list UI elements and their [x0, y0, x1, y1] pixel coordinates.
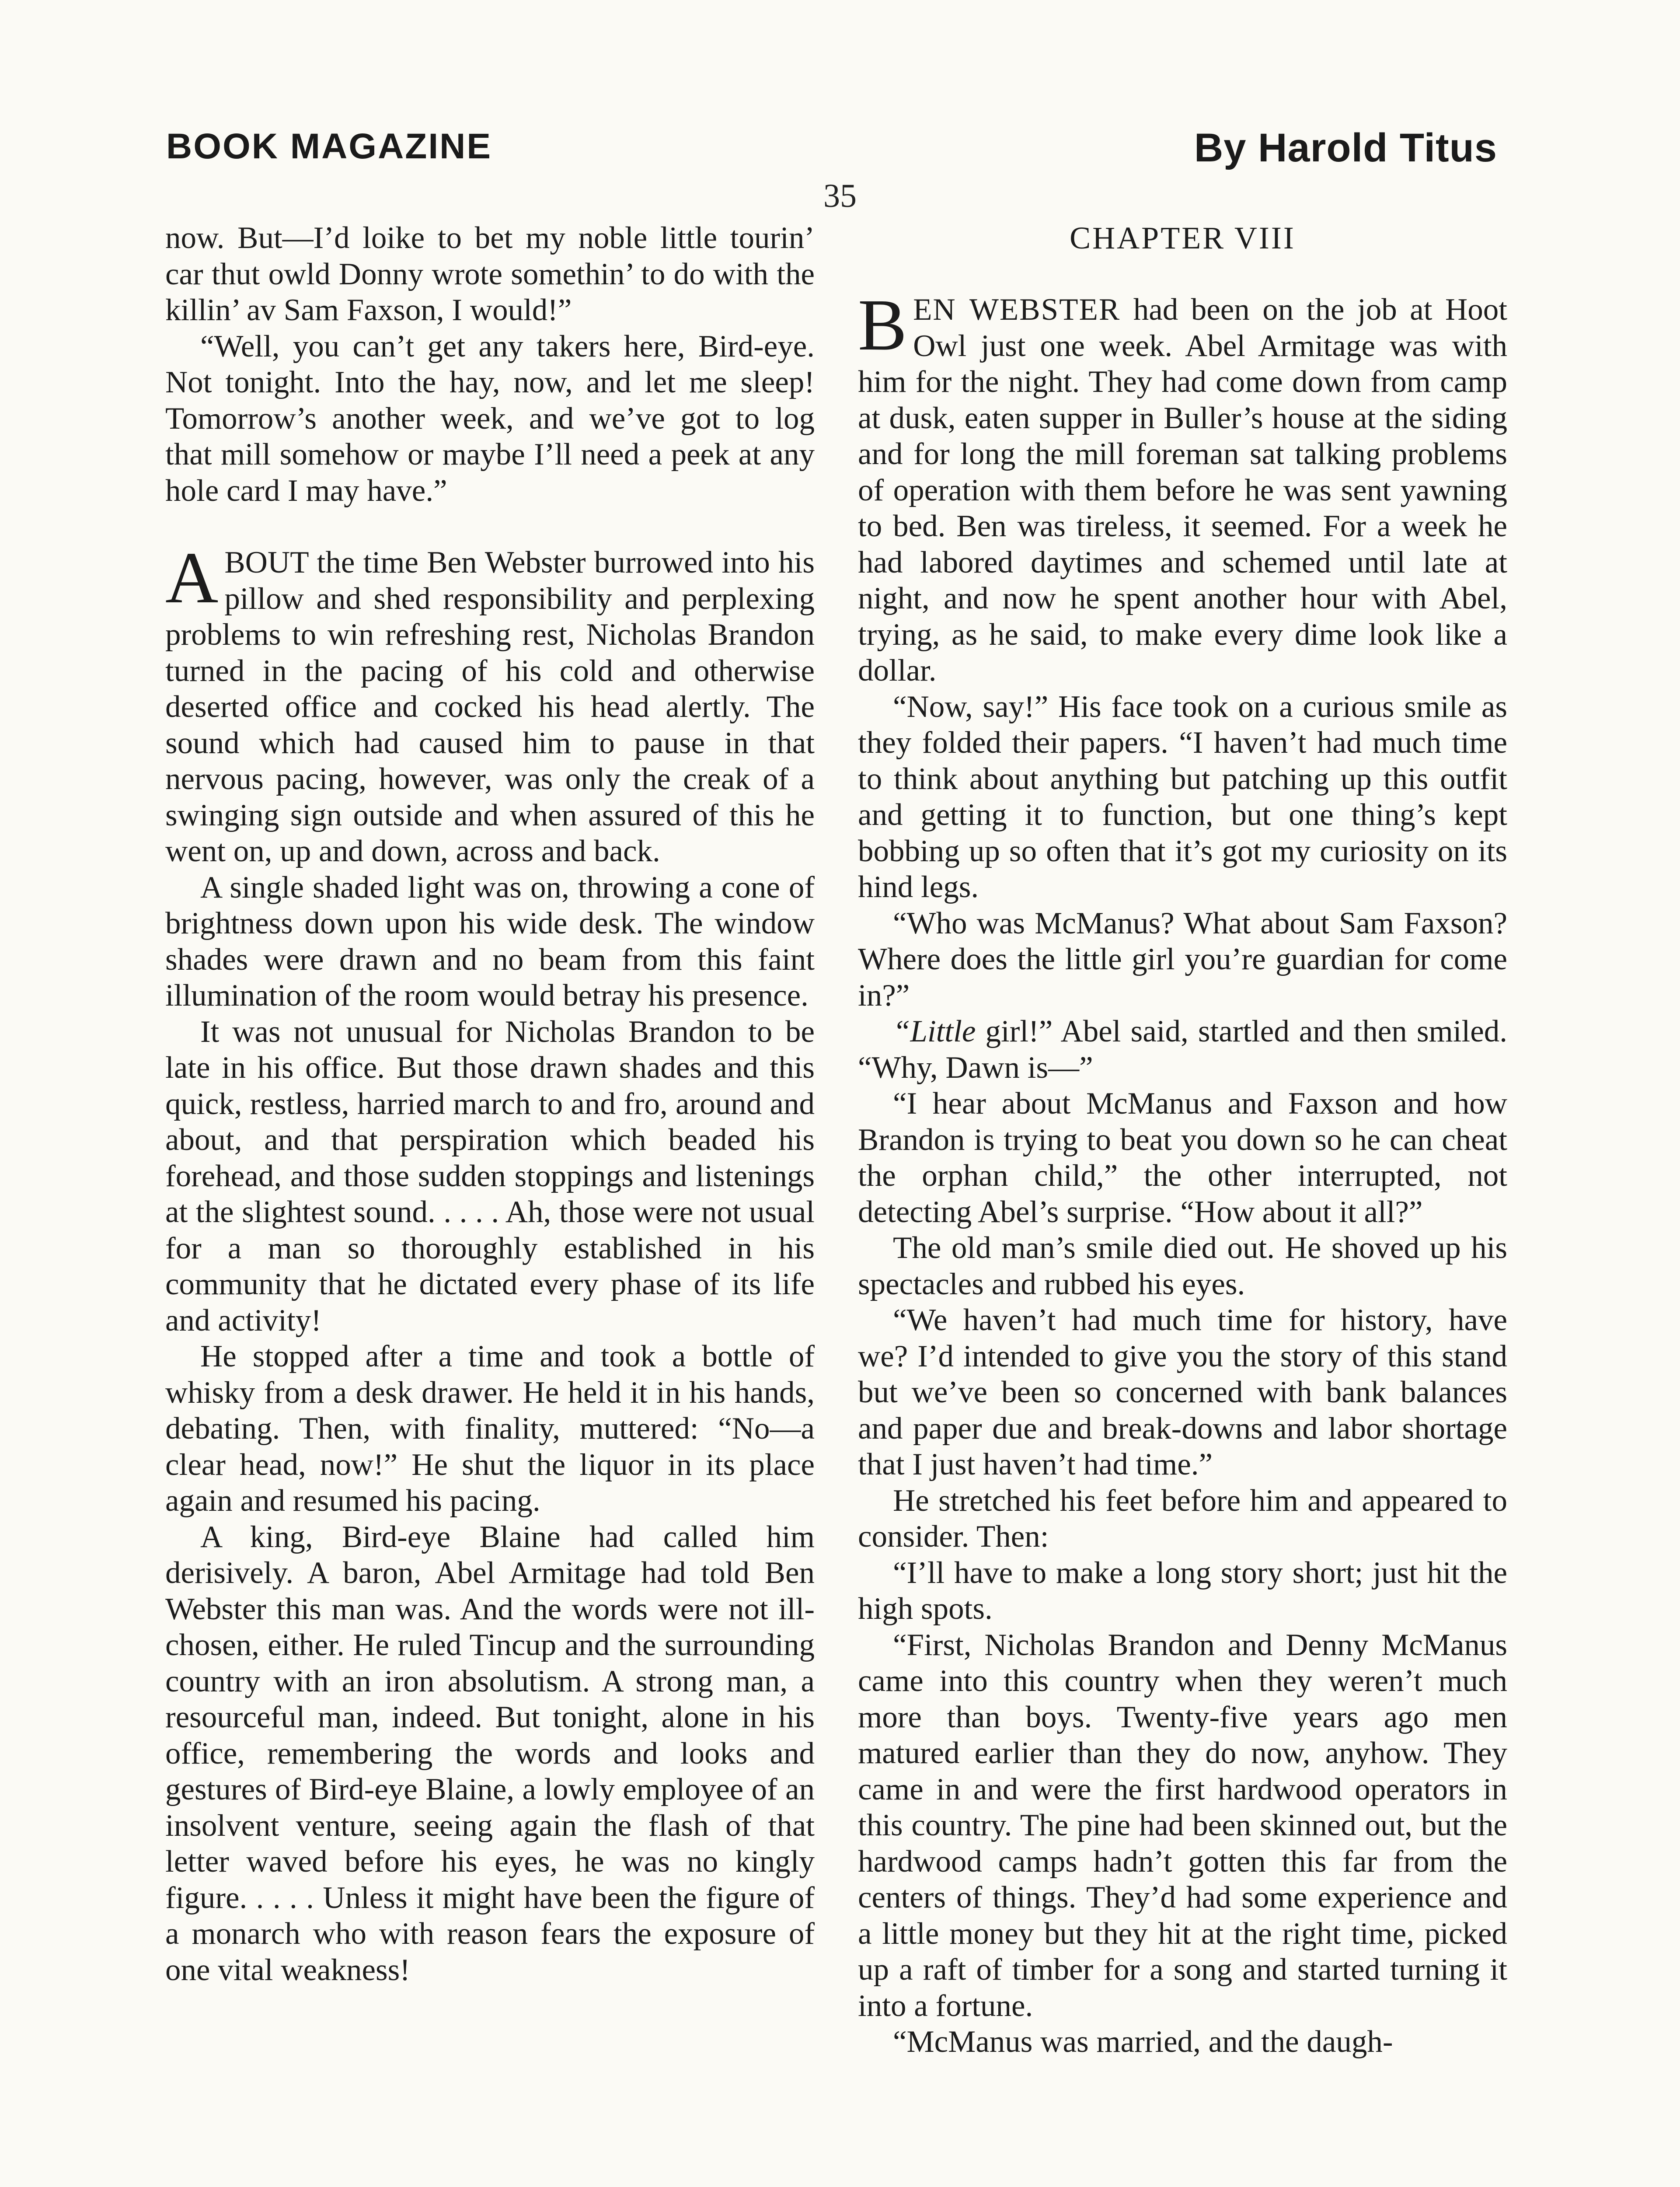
- paragraph: The old man’s smile died out. He shoved up his spectacles and rubbed his eyes.: [858, 1231, 1507, 1301]
- paragraph: “McManus was married, and the daugh-: [893, 2025, 1393, 2059]
- chapter-heading: CHAPTER VIII: [1070, 220, 1296, 255]
- paragraph-text: girl!” Abel said, startled and then smiled. “Why, Dawn is—”: [858, 1014, 1507, 1085]
- paragraph: “Well, you can’t get any takers here, Bird-eye. Not tonight. Into the hay, now, and let me sleep! Tomorrow’s another week, and we’ve got to log that mill somehow or maybe I’ll need a peek at any hole card I may have.”: [165, 329, 815, 508]
- drop-cap: A: [165, 537, 219, 618]
- small-caps-lead: EN WEBSTER: [913, 293, 1121, 327]
- paragraph: A single shaded light was on, throwing a cone of brightness down upon his wide desk. The window shades were drawn and no beam from this faint illumination of the room would betray his presence.: [165, 870, 815, 1013]
- section-opening-paragraph: [165, 537, 815, 870]
- right-column: [858, 220, 1507, 2060]
- paragraph: “I’ll have to make a long story short; just hit the high spots.: [858, 1555, 1507, 1626]
- paragraph: He stretched his feet before him and appeared to consider. Then:: [858, 1483, 1507, 1554]
- paragraph-text: BOUT the time Ben Webster burrowed into his pillow and shed responsibility and perplexing problems to win refreshing rest, Nicholas Brandon turned in the pacing of his cold and otherwise deserted office and cocked his head alertly. The sound which had caused him to pause in that nervous pacing, however, was only the creak of a swinging sign outside and when assured of this he went on, up and down, across and back.: [165, 545, 815, 868]
- paragraph: “First, Nicholas Brandon and Denny McManus came into this country when they weren’t much more than boys. Twenty-five years ago men matured earlier than they do now, anyhow. They came in and were the first hardwood operators in this country. The pine had been skinned out, but the hardwood camps hadn’t gotten this far from the centers of things. They’d had some experience and a little money but they hit at the right time, picked up a raft of timber for a song and started turning it into a fortune.: [858, 1628, 1507, 2023]
- header-author-byline: By Harold Titus: [1194, 126, 1497, 170]
- paragraph-text: had been on the job at Hoot Owl just one week. Abel Armitage was with him for the night. They had come down from camp at dusk, eaten supper in Buller’s house at the siding and for long the mill foreman sat talking problems of operation with them before he was sent yawning to bed. Ben was tireless, it seemed. For a week he had labored daytimes and schemed until late at night, and now he spent another hour with Abel, trying, as he said, to make every dime look like a dollar.: [858, 293, 1507, 688]
- chapter-opening-paragraph: [858, 284, 1507, 689]
- page-number: 35: [823, 178, 857, 214]
- paragraph: “Who was McManus? What about Sam Faxson? Where does the little girl you’re guardian for come in?”: [858, 906, 1507, 1013]
- paragraph: [858, 1013, 1507, 1086]
- paragraph: now. But—I’d loike to bet my noble little tourin’ car thut owld Donny wrote somethin’ to do with the killin’ av Sam Faxson, I would!”: [165, 221, 815, 327]
- paragraph: He stopped after a time and took a bottle of whisky from a desk drawer. He held it in his hands, debating. Then, with finality, muttered: “No—a clear head, now!” He shut the liquor in its place again and resumed his pacing.: [165, 1339, 815, 1518]
- header-magazine-name: BOOK MAGAZINE: [166, 126, 492, 166]
- left-column: [165, 220, 815, 1988]
- italic-word: “Little: [893, 1014, 976, 1048]
- paragraph: It was not unusual for Nicholas Brandon to be late in his office. But those drawn shades and this quick, restless, harried march to and fro, around and about, and that perspiration which beaded his forehead, and those sudden stoppings and listenings at the slightest sound. . . . . Ah, those were not usual for a man so thoroughly established in his community that he dictated every phase of its life and activity!: [165, 1014, 815, 1338]
- paragraph: “We haven’t had much time for history, have we? I’d intended to give you the story of this stand but we’ve been so concerned with bank balances and paper due and break-downs and labor shortage that I just haven’t had time.”: [858, 1303, 1507, 1481]
- paragraph: A king, Bird-eye Blaine had called him derisively. A baron, Abel Armitage had told Ben Webster this man was. And the words were not ill-chosen, either. He ruled Tincup and the surrounding country with an iron absolutism. A strong man, a resourceful man, indeed. But tonight, alone in his office, remembering the words and looks and gestures of Bird-eye Blaine, a lowly employee of an insolvent venture, seeing again the flash of that letter waved before his eyes, he was no kingly figure. . . . . Unless it might have been the figure of a monarch who with reason fears the exposure of one vital weakness!: [165, 1520, 815, 1987]
- paragraph: “Now, say!” His face took on a curious smile as they folded their papers. “I haven’t had much time to think about anything but patching up this outfit and getting it to function, but one thing’s kept bobbing up so often that it’s got my curiosity on its hind legs.: [858, 689, 1507, 904]
- drop-cap: B: [858, 284, 907, 366]
- paragraph: “I hear about McManus and Faxson and how Brandon is trying to beat you down so he can cheat the orphan child,” the other interrupted, not detecting Abel’s surprise. “How about it all?”: [858, 1087, 1507, 1229]
